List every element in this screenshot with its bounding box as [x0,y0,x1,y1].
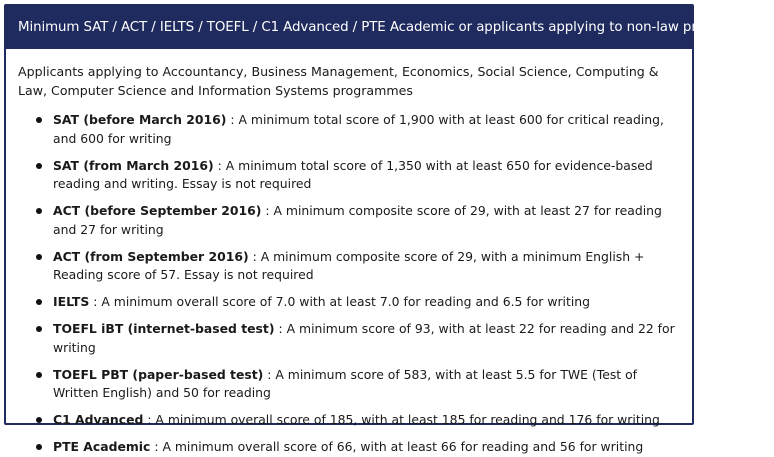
bullet-icon [36,372,42,378]
test-name: C1 Advanced [53,412,144,427]
test-requirement: : A minimum overall score of 185, with at least 185 for reading and 176 for writing [143,412,660,427]
test-requirement: : A minimum score of 93, with at least 22 for reading and 22 for writing [53,321,675,355]
bullet-icon [36,163,42,169]
accordion-title: Minimum SAT / ACT / IELTS / TOEFL / C1 Advanced / PTE Academic or applicants applying to non-law programmes [18,20,768,35]
bullet-icon [36,417,42,423]
test-name: ACT (from September 2016) [53,248,249,264]
intro-text: Applicants applying to Accountancy, Business Management, Economics, Social Science, Computing & Law, Computer Science and Information Systems programmes [18,64,659,98]
requirements-accordion [4,4,774,454]
test-requirement: : A minimum composite score of 29, with a minimum English + Reading score of 57. Essay is not required [53,248,645,282]
requirements-list [18,111,680,457]
list-item [36,202,680,239]
test-requirement: : A minimum total score of 1,900 with at least 600 for critical reading, and 600 for writing [53,112,664,146]
test-requirement: : A minimum composite score of 29, with at least 27 for reading and 27 for writing [53,203,662,237]
bullet-icon [36,299,42,305]
list-item [36,157,680,194]
bullet-icon [36,444,42,450]
list-item [36,248,680,285]
list-item [36,366,680,403]
test-name: ACT (before September 2016) [53,203,262,218]
test-requirement: : A minimum overall score of 7.0 with at least 7.0 for reading and 6.5 for writing [89,294,591,309]
test-requirement: : A minimum score of 583, with at least 5.5 for TWE (Test of Written English) and 50 for reading [53,366,638,400]
test-name: TOEFL iBT (internet-based test) [53,321,275,336]
test-name: PTE Academic [53,439,151,454]
test-name: IELTS [53,294,90,309]
test-requirement: : A minimum total score of 1,350 with at least 650 for evidence-based reading and writing. Essay is not required [53,157,653,191]
bullet-icon [36,117,42,123]
collapse-toggle-icon[interactable]: - [767,17,774,37]
bullet-icon [36,326,42,332]
list-item [36,438,680,457]
bullet-icon [36,254,42,260]
list-item [36,411,680,430]
test-name: TOEFL PBT (paper-based test) [53,366,264,382]
test-requirement: : A minimum overall score of 66, with at least 66 for reading and 56 for writing [150,439,644,454]
accordion-body [6,49,692,457]
list-item [36,293,680,312]
accordion-header[interactable] [6,6,774,49]
test-name: SAT (from March 2016) [53,157,214,173]
bullet-icon [36,208,42,214]
list-item [36,111,680,148]
test-name: SAT (before March 2016) [53,112,227,127]
list-item [36,320,680,357]
